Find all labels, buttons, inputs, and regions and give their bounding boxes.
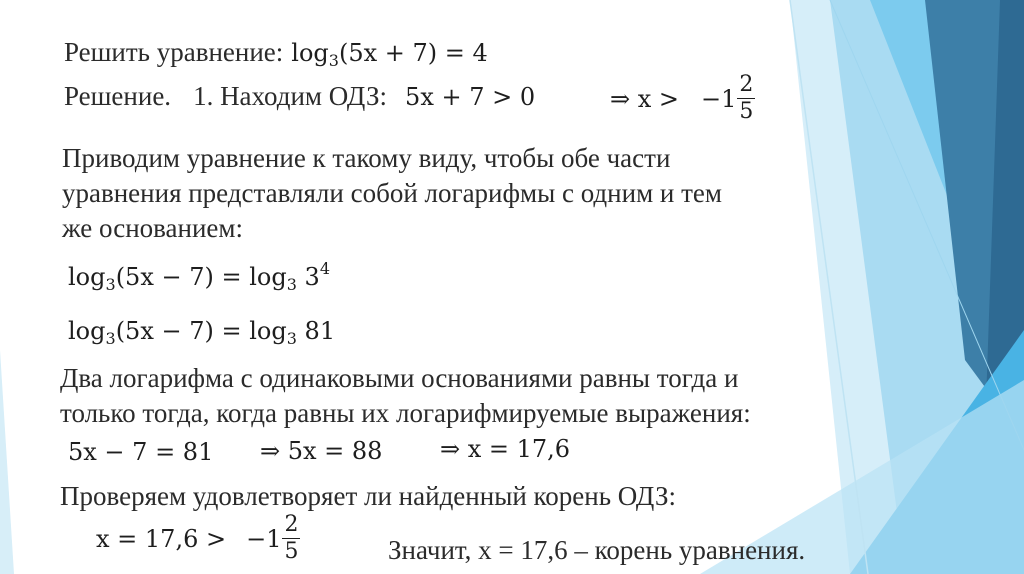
odz-fraction-numerator: 2 (739, 72, 754, 97)
paragraph1-line3: же основанием: (62, 213, 243, 243)
left-edge-shape (0, 350, 14, 574)
check-prefix: x = 17,6 > (96, 524, 227, 553)
eq1-left-arg: (5x − 7) = log (115, 263, 287, 291)
odz-result-fraction (737, 72, 755, 125)
solution-label: Решение. (64, 81, 172, 111)
task-equation-rest: (5x + 7) = 4 (338, 39, 488, 67)
equation-line1: $\log_3(5x - 7) = \log_3 3^4$ (68, 259, 331, 294)
check-inequality (96, 512, 300, 565)
solution-line (64, 80, 535, 112)
linear-step-2: ⇒ 5x = 88 (260, 437, 383, 465)
odz-inequality: 5x + 7 > 0 (405, 83, 536, 111)
check-fraction-numerator: 2 (284, 512, 299, 537)
odz-fraction-denominator: 5 (739, 99, 754, 124)
paragraph2-line1: Два логарифма с одинаковыми основаниями равны тогда и (60, 363, 739, 393)
paragraph1-line1: Приводим уравнение к такому виду, чтобы обе части (62, 143, 671, 173)
eq2-left-arg: (5x − 7) = log (115, 317, 287, 345)
eq2-right-base: 3 (286, 329, 297, 348)
linear-step-3: ⇒ x = 17,6 (440, 435, 571, 463)
check-fraction-denominator: 5 (284, 539, 299, 564)
check-fraction (282, 512, 300, 565)
eq2-right-value: 81 (304, 317, 336, 345)
check-text: Проверяем удовлетворяет ли найденный корень ОДЗ: (60, 481, 677, 511)
conclusion: Значит, x = 17,6 – корень уравнения. (388, 535, 806, 565)
task-equation: $\log_3(5x + 7) = 4$ (291, 39, 488, 70)
paragraph2-line2: только тогда, когда равны их логарифмируемые выражения: (60, 398, 751, 428)
odz-result-prefix: ⇒ x > (610, 84, 680, 113)
task-label: Решить уравнение: (64, 37, 284, 67)
task-line (64, 36, 488, 68)
odz-result (610, 72, 755, 125)
step1-label: 1. Находим ОДЗ: (193, 81, 388, 111)
eq1-left-base: 3 (105, 275, 116, 294)
odz-result-whole: −1 (701, 84, 737, 113)
paragraph1-line2: уравнения представляли собой логарифмы с одним и тем (62, 178, 722, 208)
linear-step-1: 5x − 7 = 81 (68, 438, 214, 466)
task-log-base: 3 (328, 51, 339, 70)
eq2-left-base: 3 (105, 329, 116, 348)
eq1-right-value: 3 (304, 263, 320, 291)
check-whole: −1 (246, 524, 282, 553)
eq1-right-exponent: 4 (319, 259, 331, 278)
eq1-right-base: 3 (286, 275, 297, 294)
equation-line2: $\log_3(5x - 7) = \log_3 81$ (68, 317, 336, 348)
